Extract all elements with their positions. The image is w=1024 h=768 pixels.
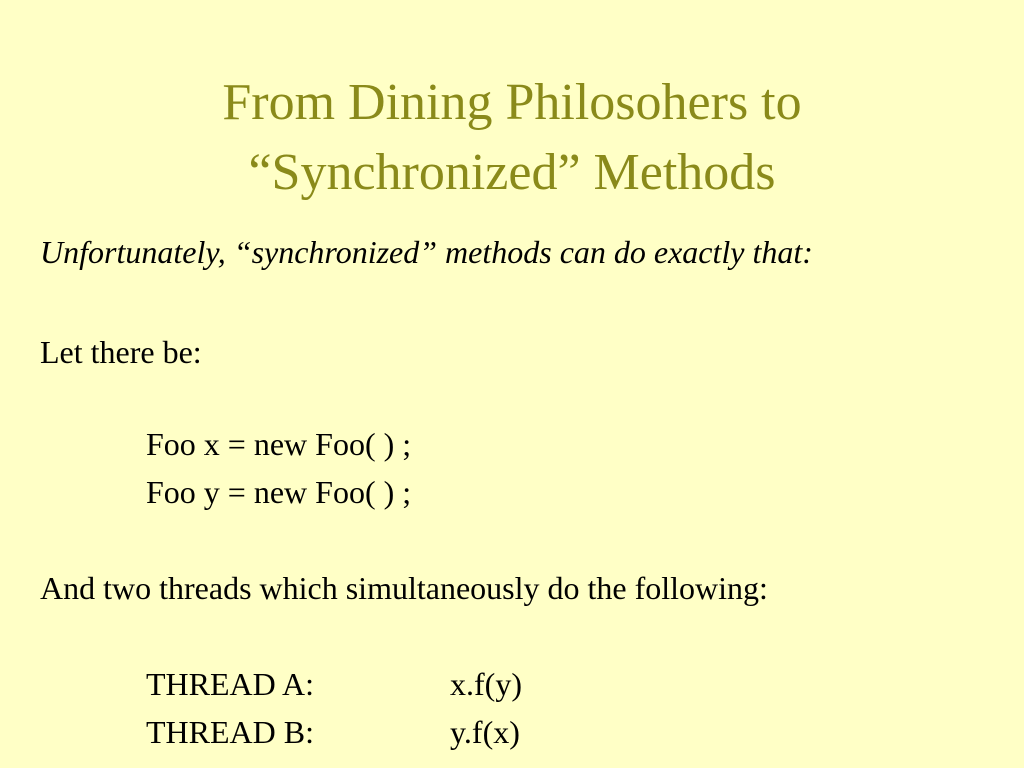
title-line-1: From Dining Philosohers to	[222, 74, 802, 131]
declaration-y: Foo y = new Foo( ) ;	[146, 474, 412, 510]
threads-intro-text: And two threads which simultaneously do the following:	[40, 570, 768, 606]
intro-text: Unfortunately, “synchronized” methods can do exactly that:	[40, 234, 813, 270]
title-line-2: “Synchronized” Methods	[248, 144, 776, 201]
thread-a-label: THREAD A:	[146, 666, 314, 702]
let-there-be-text: Let there be:	[40, 334, 202, 370]
slide-title	[0, 68, 1024, 208]
thread-b-label: THREAD B:	[146, 714, 314, 750]
thread-b-call: y.f(x)	[450, 714, 520, 750]
declaration-x: Foo x = new Foo( ) ;	[146, 426, 412, 462]
thread-a-call: x.f(y)	[450, 666, 522, 702]
